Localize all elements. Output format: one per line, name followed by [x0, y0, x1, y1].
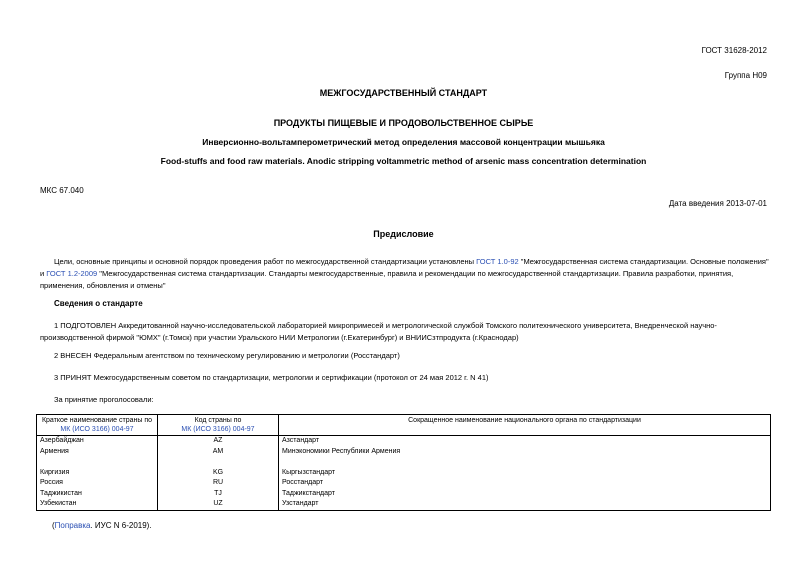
gost-number: ГОСТ 31628-2012: [701, 46, 767, 55]
amend-open: (: [52, 521, 55, 530]
body-cell: Кыргызстандарт: [279, 468, 771, 479]
table-row: [37, 468, 771, 479]
table-header-row: [37, 415, 771, 436]
table-row: [37, 436, 771, 447]
body-cell: [279, 457, 771, 468]
subtitle-ru: Инверсионно-вольтамперометрический метод определения массовой концентрации мышьяка: [202, 137, 605, 147]
gost-1-2-2009-link[interactable]: ГОСТ 1.2-2009: [46, 269, 98, 278]
standard-type: МЕЖГОСУДАРСТВЕННЫЙ СТАНДАРТ: [319, 88, 488, 98]
p1-text-a: Цели, основные принципы и основной порядок проведения работ по межгосударственной стандартизации установлены: [54, 257, 477, 266]
main-title: ПРОДУКТЫ ПИЩЕВЫЕ И ПРОДОВОЛЬСТВЕННОЕ СЫРЬЕ: [273, 118, 534, 128]
table-row: [37, 447, 771, 458]
amendment-note: [52, 521, 152, 530]
col1-label: Краткое наименование страны по: [41, 417, 153, 424]
body-cell: Минэкономики Республики Армения: [279, 447, 771, 458]
amendment-link[interactable]: Поправка: [54, 521, 91, 530]
preface-paragraph: [40, 256, 770, 292]
col1-mk-link[interactable]: МК (ИСО 3166) 004-97: [60, 426, 134, 433]
p1-text-b: "Межгосударственная система стандартизации. Основные положения" и: [40, 257, 769, 278]
country-cell: Киргизия: [37, 468, 158, 479]
body-cell: Узстандарт: [279, 499, 771, 510]
table-row: [37, 478, 771, 489]
country-cell: Армения: [37, 447, 158, 458]
info-heading: Сведения о стандарте: [54, 299, 143, 308]
p1-text-c: "Межгосударственная система стандартизации. Стандарты межгосударственные, правила и рекомендации по межгосударственной стандартизации. Правила разработки, принятия, применения, обновления и отмены": [40, 269, 734, 290]
col2-label: Код страны по: [194, 417, 242, 424]
country-cell: Таджикистан: [37, 489, 158, 500]
amend-rest: . ИУС N 6-2019).: [90, 521, 152, 530]
group-code: Группа Н09: [724, 71, 767, 80]
code-cell: AM: [158, 447, 279, 458]
voting-table: [36, 414, 771, 511]
body-cell: Росстандарт: [279, 478, 771, 489]
gost-1-0-92-link[interactable]: ГОСТ 1.0-92: [476, 257, 519, 266]
code-cell: AZ: [158, 436, 279, 447]
preface-heading: Предисловие: [373, 229, 434, 239]
code-cell: RU: [158, 478, 279, 489]
code-cell: [158, 457, 279, 468]
code-cell: TJ: [158, 489, 279, 500]
code-cell: UZ: [158, 499, 279, 510]
col-code-header: [158, 415, 279, 436]
country-cell: Узбекистан: [37, 499, 158, 510]
item-3: 3 ПРИНЯТ Межгосударственным советом по стандартизации, метрологии и сертификации (протокол от 24 мая 2012 г. N 41): [54, 373, 489, 382]
voted-label: За принятие проголосовали:: [54, 395, 154, 404]
intro-date: Дата введения 2013-07-01: [668, 199, 767, 208]
body-cell: Таджикстандарт: [279, 489, 771, 500]
item-2: 2 ВНЕСЕН Федеральным агентством по техническому регулированию и метрологии (Росстандарт): [54, 351, 400, 360]
table-row: [37, 457, 771, 468]
country-cell: Азербайджан: [37, 436, 158, 447]
table-row: [37, 489, 771, 500]
col-country-header: [37, 415, 158, 436]
item-1: 1 ПОДГОТОВЛЕН Аккредитованной научно-исследовательской лабораторией микропримесей и метрологической службой Томского политехнического университета, Внедренческой научно-производственной фирмой "ЮМХ" (г.Томск) при участии Уральского НИИ Метрологии (г.Екатеринбург) и ВНИИСзтпродукта (г.Краснодар): [40, 321, 717, 342]
subtitle-en: Food-stuffs and food raw materials. Anodic stripping voltammetric method of arsenic mass concentration determination: [160, 156, 647, 166]
body-cell: Азстандарт: [279, 436, 771, 447]
table-row: [37, 499, 771, 510]
country-cell: [37, 457, 158, 468]
code-cell: KG: [158, 468, 279, 479]
country-cell: Россия: [37, 478, 158, 489]
mks-code: МКС 67.040: [40, 186, 84, 195]
col2-mk-link[interactable]: МК (ИСО 3166) 004-97: [181, 426, 255, 433]
col-body-header: Сокращенное наименование национального органа по стандартизации: [279, 415, 771, 436]
